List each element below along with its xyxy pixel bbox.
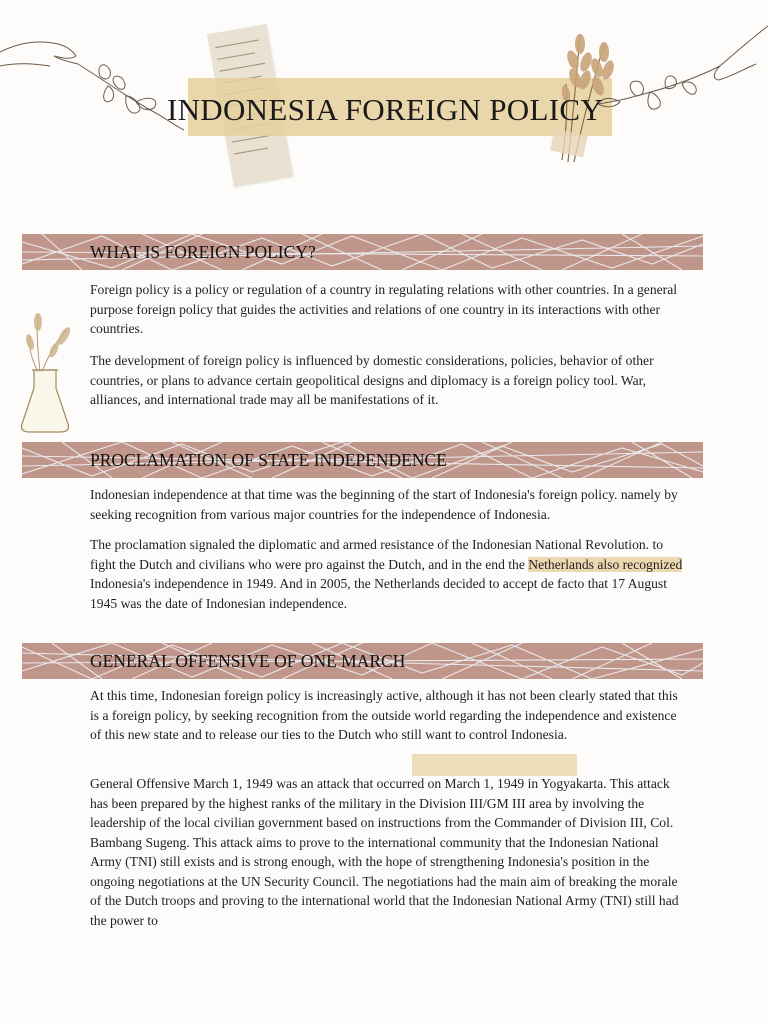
paragraph-text: Indonesia's independence in 1949. And in 2005, the Netherlands decided to accept de facto that 17 August 1945 was the date of Indonesian independence.	[90, 576, 668, 611]
highlighted-text: Netherlands also recognized	[528, 556, 683, 572]
section-banner	[22, 234, 703, 270]
section-heading: PROCLAMATION OF STATE INDEPENDENCE	[90, 450, 447, 470]
wheat-sprig-icon	[528, 14, 618, 164]
paragraph: At this time, Indonesian foreign policy is increasingly active, although it has not been clearly stated that this is a foreign policy, by seeking recognition from the outside world regarding the independence and existence of this new state and to release our ties to the Dutch who still want to control Indonesia.	[90, 688, 678, 742]
section-banner	[22, 442, 703, 478]
right-hand-illustration-icon	[596, 22, 768, 132]
paragraph-text: The proclamation signaled the diplomatic and armed resistance of the Indonesian National Revolution. to fight the Dutch and civilians who were pro against the Dutch, and in the end the	[90, 537, 664, 572]
section-banner	[22, 643, 703, 679]
page-title: INDONESIA FOREIGN POLICY	[166, 92, 604, 127]
highlight-tape	[412, 754, 577, 776]
paragraph: Foreign policy is a policy or regulation of a country in regulating relations with other countries. In a general purpose foreign policy that guides the activities and relations of one country in its interactions with other countries.	[90, 282, 678, 336]
section-heading: GENERAL OFFENSIVE OF ONE MARCH	[90, 651, 406, 671]
paragraph: The development of foreign policy is influenced by domestic considerations, policies, behavior of other countries, or plans to advance certain geopolitical designs and diplomacy is a foreign policy tool. War, alliances, and international trade may all be manifestations of it.	[90, 353, 654, 407]
paragraph: Indonesian independence at that time was the beginning of the start of Indonesia's foreign policy. namely by seeking recognition from various major countries for the independence of Indonesia.	[90, 487, 678, 522]
paragraph: General Offensive March 1, 1949 was an attack that occurred on March 1, 1949 in Yogyakarta. This attack has been prepared by the highest ranks of the military in the Division III/GM III area by involving the leadership of the local civilian government based on instructions from the Commander of Division III, Col. Bambang Sugeng. This attack aims to prove to the international community that the Indonesian National Army (TNI) still exists and is strong enough, with the hope of strengthening Indonesia's position in the ongoing negotiations at the UN Security Council. The negotiations had the main aim of breaking the morale of the Dutch troops and proving to the international world that the Indonesian National Army (TNI) still had the power to	[90, 776, 679, 928]
section-heading: WHAT IS FOREIGN POLICY?	[90, 242, 316, 262]
paragraph	[90, 535, 690, 613]
vase-plant-icon	[16, 312, 80, 436]
